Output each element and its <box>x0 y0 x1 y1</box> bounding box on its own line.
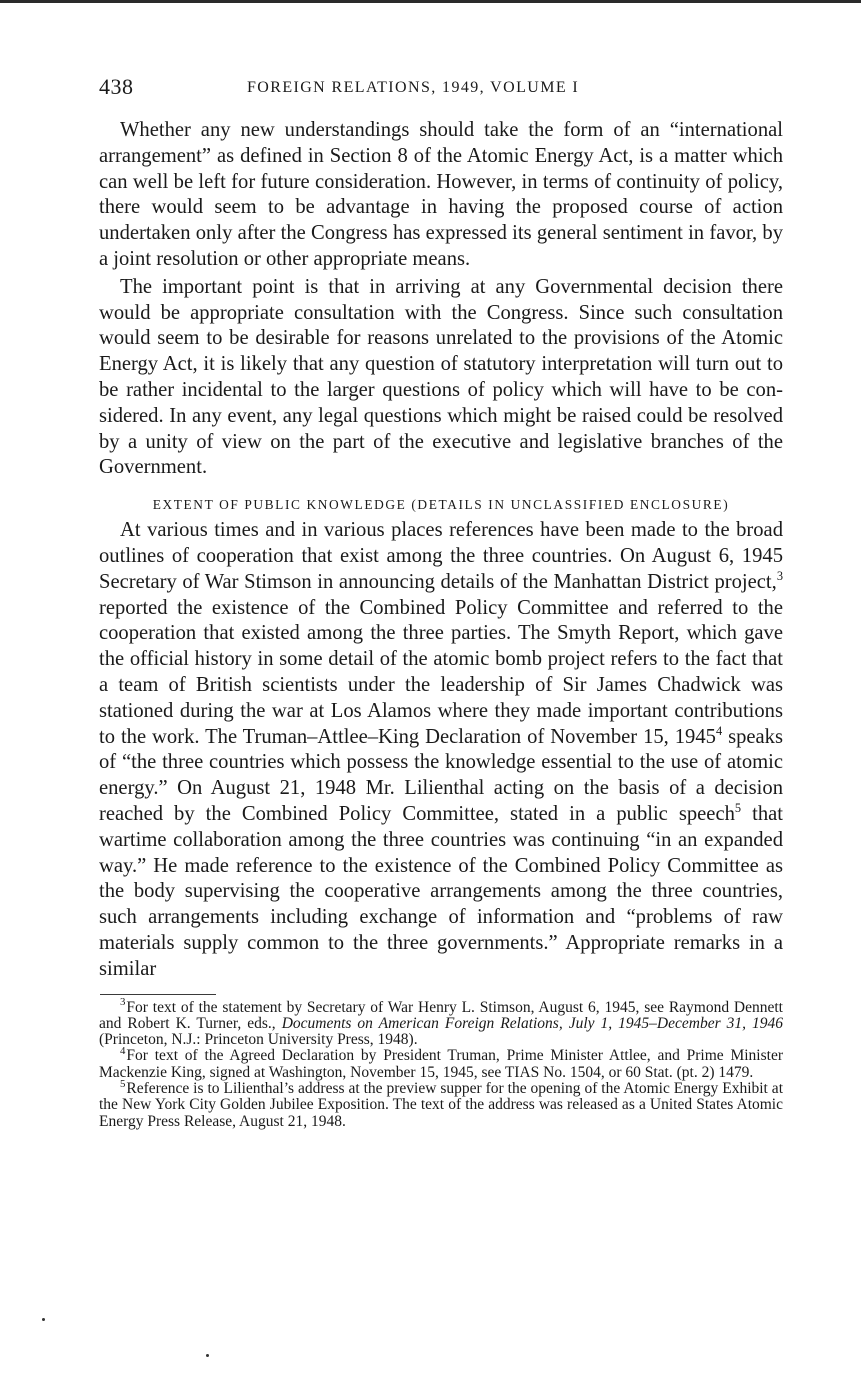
footnote-reference: 3 <box>776 568 783 583</box>
footnote-reference: 4 <box>715 723 723 738</box>
footnote-number: 4 <box>120 1045 126 1058</box>
paragraph-text-part: At various times and in various places references have been made to the broad outlines of cooperation that exist among the three countries. On August 6, 1945 Secretary of War Stimson in announcing details of the Manhattan District project, <box>99 519 783 593</box>
page-content <box>99 74 783 1130</box>
footnote-5 <box>99 1077 783 1130</box>
footnote-reference: 5 <box>734 801 742 816</box>
paragraph-text-part: speaks of “the three countries which possess the knowledge essential to the use of atomic energy.” On August 21, 1948 Mr. Lilienthal acting on the basis of a decision reached by the Combined Policy Committee, stated in a public speech <box>99 725 783 825</box>
footnote-text: For text of the statement by Secretary of War Henry L. Stimson, August 6, 1945, see Raymond Dennett and Robert K. Turner, eds., <box>99 998 783 1032</box>
paragraph-international-arrangement: Whether any new understandings should take the form of an “international arrangement” as defined in Section 8 of the Atomic Energy Act, is a matter which can well be left for future consideration. However, in terms of continuity of policy, there would seem to be advantage in having the proposed course of action undertaken only after the Congress has expressed its general sentiment in favor, by a joint resolution or other appropriate means. <box>99 119 783 270</box>
top-border-rule <box>0 0 861 3</box>
body-text <box>99 118 783 983</box>
footnote-number: 3 <box>120 996 126 1009</box>
scan-speck <box>42 1318 45 1321</box>
footnote-text: (Princeton, N.J.: Princeton University Press, 1948). <box>99 1031 418 1049</box>
footnotes <box>99 996 783 1130</box>
paragraph-text-part: that wartime collaboration among the three countries was continuing “in an expanded way.” He made reference to the existence of the Combined Policy Committee as the body supervising the cooperative arrangements among the three countries, such arrangements including exchange of information and “problems of raw materials supply common to the three governments.” Appropriate remarks in a similar <box>99 802 783 980</box>
footnote-text: Reference is to Lilienthal’s address at the preview supper for the opening of the Atomic Energy Exhibit at the New York City Golden Jubilee Exposition. The text of the address was released as a United States Atomic Energy Press Release, August 21, 1948. <box>99 1079 783 1130</box>
footnote-3 <box>99 996 783 1049</box>
scan-speck <box>206 1354 209 1357</box>
section-heading: EXTENT OF PUBLIC KNOWLEDGE (DETAILS IN UNCLASSIFIED ENCLOSURE) <box>152 497 730 513</box>
paragraph-consultation-with-congress: The important point is that in arriving at any Governmental decision there would be appropriate consultation with the Congress. Since such consultation would seem to be desirable for reasons unrelated to the provisions of the Atomic Energy Act, it is likely that any question of statutory interpretation will turn out to be rather incidental to the larger questions of policy which will have to be considered. In any event, any legal questions which might be raised could be resolved by a unity of view on the part of the executive and legislative branches of the Government. <box>99 275 783 479</box>
footnote-italic-title: Documents on American Foreign Relations, July 1, 1945–December 31, 1946 <box>281 1014 783 1032</box>
footnote-4 <box>99 1045 783 1081</box>
page-number: 438 <box>99 74 134 99</box>
footnote-text: For text of the Agreed Declaration by President Truman, Prime Minister Attlee, and Prime Minister Mackenzie King, signed at Washington, November 15, 1945, see TIAS No. 1504, or 60 Stat. (pt. 2) 1479. <box>99 1047 783 1081</box>
paragraph-public-knowledge <box>99 518 783 982</box>
footnote-divider <box>100 994 216 995</box>
paragraph-text-part: reported the existence of the Combined Policy Committee and referred to the cooperation that existed among the three parties. The Smyth Report, which gave the official history in some detail of the atomic bomb project refers to the fact that a team of British scientists under the leadership of Sir James Chadwick was stationed during the war at Los Alamos where they made important contributions to the work. The Truman–Attlee–King Declaration of November 15, 1945 <box>99 596 783 748</box>
page-header <box>99 74 783 104</box>
running-title: FOREIGN RELATIONS, 1949, VOLUME I <box>247 79 580 96</box>
footnote-number: 5 <box>120 1077 126 1090</box>
